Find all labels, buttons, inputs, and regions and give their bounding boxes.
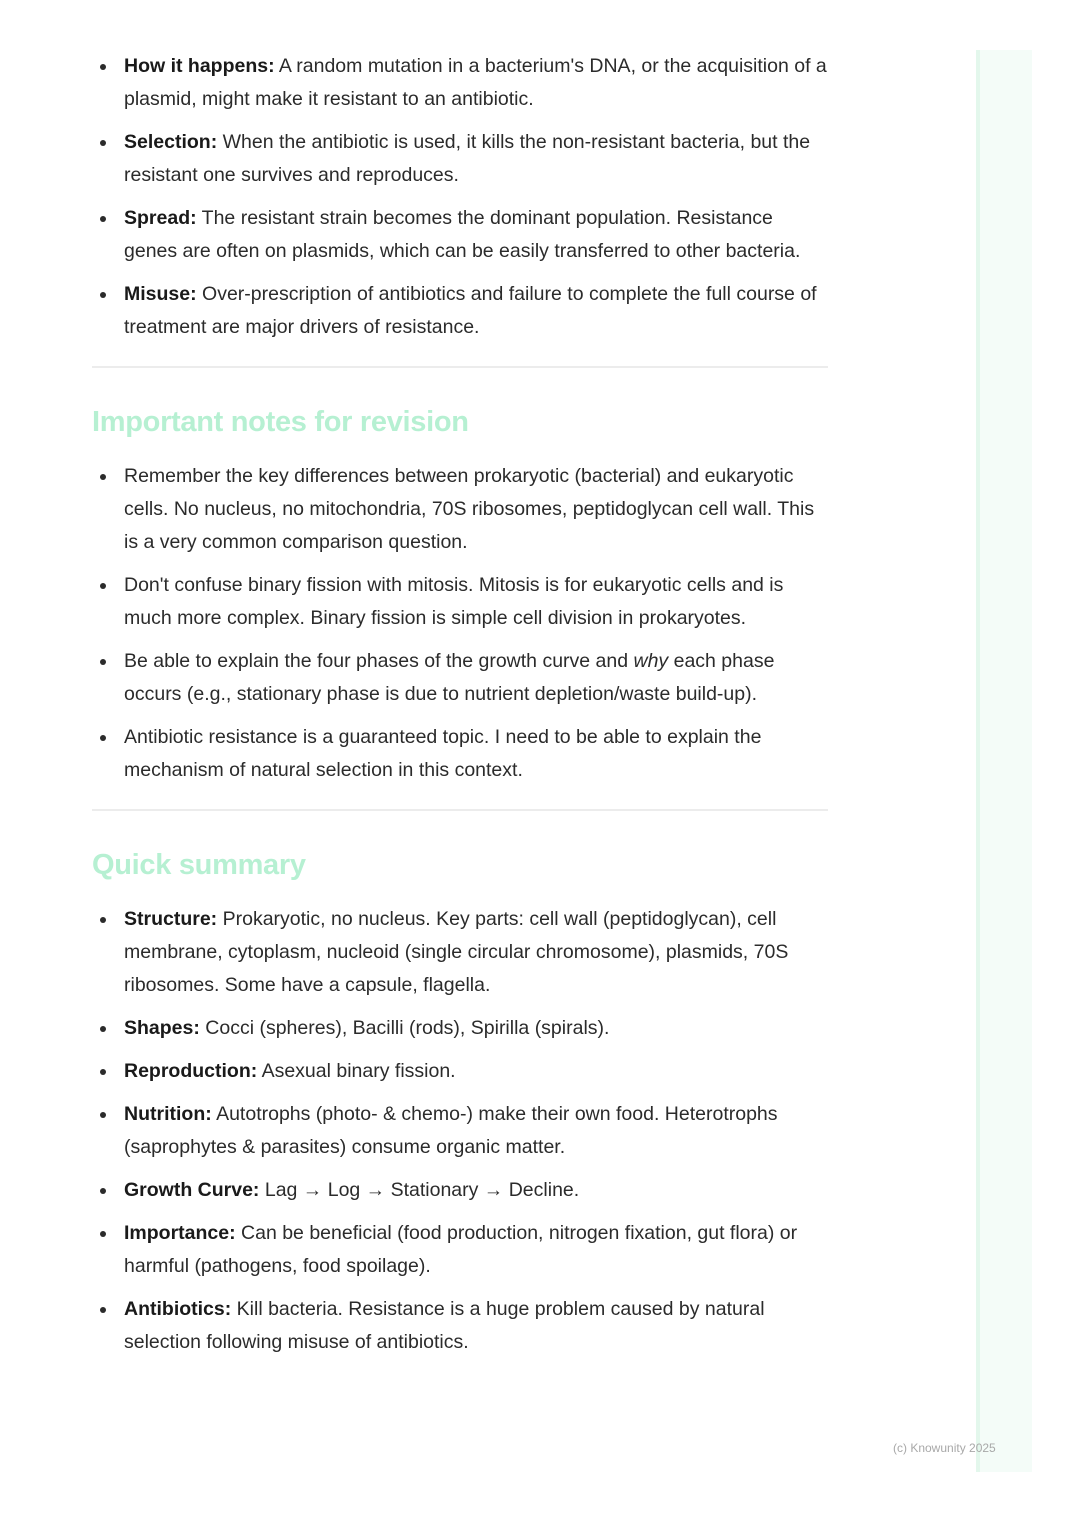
item-text: Asexual binary fission. [257, 1060, 456, 1082]
list-item [92, 278, 828, 344]
item-term: Shapes: [124, 1017, 200, 1039]
list-item [92, 721, 828, 787]
item-term: Importance: [124, 1222, 236, 1244]
section-divider [92, 809, 828, 811]
list-item [92, 126, 828, 192]
list-item [92, 1174, 828, 1207]
list-item [92, 50, 828, 116]
item-text: each phase occurs (e.g., stationary phase is due to nutrient depletion/waste build-up). [124, 650, 775, 705]
item-text: Autotrophs (photo- & chemo-) make their own food. Heterotrophs (saprophytes & parasites) consume organic matter. [124, 1103, 778, 1158]
item-term: Growth Curve: [124, 1179, 260, 1201]
list-item [92, 903, 828, 1002]
item-text: Over-prescription of antibiotics and failure to complete the full course of treatment are major drivers of resistance. [124, 283, 817, 338]
summary-list [92, 903, 828, 1359]
item-text: Be able to explain the four phases of the growth curve and [124, 650, 634, 672]
item-text: Prokaryotic, no nucleus. Key parts: cell wall (peptidoglycan), cell membrane, cytoplasm, nucleoid (single circular chromosome), plasmids, 70S ribosomes. Some have a capsule, flagella. [124, 908, 789, 996]
item-term: Spread: [124, 207, 197, 229]
section-divider [92, 366, 828, 368]
item-text: Antibiotic resistance is a guaranteed topic. I need to be able to explain the mechanism of natural selection in this context. [124, 726, 762, 781]
list-item [92, 1217, 828, 1283]
document-content [92, 50, 828, 1369]
list-item [92, 460, 828, 559]
item-emphasis: why [633, 650, 669, 672]
revision-list [92, 460, 828, 787]
item-text: Can be beneficial (food production, nitrogen fixation, gut flora) or harmful (pathogens, food spoilage). [124, 1222, 798, 1277]
copyright-notice: (c) Knowunity 2025 [893, 1441, 996, 1455]
list-item [92, 1012, 828, 1045]
item-term: Reproduction: [124, 1060, 258, 1082]
item-term: Selection: [124, 131, 218, 153]
item-text: When the antibiotic is used, it kills the non-resistant bacteria, but the resistant one survives and reproduces. [124, 131, 811, 186]
item-term: Nutrition: [124, 1103, 212, 1125]
item-text: Kill bacteria. Resistance is a huge problem caused by natural selection following misuse of antibiotics. [124, 1298, 765, 1353]
item-text: The resistant strain becomes the dominant population. Resistance genes are often on plasmids, which can be easily transferred to other bacteria. [124, 207, 801, 262]
item-text: Cocci (spheres), Bacilli (rods), Spirilla (spirals). [199, 1017, 610, 1039]
item-term: Antibiotics: [124, 1298, 232, 1320]
list-item [92, 1293, 828, 1359]
list-item [92, 1098, 828, 1164]
item-term: How it happens: [124, 55, 275, 77]
list-item [92, 645, 828, 711]
item-term: Misuse: [124, 283, 197, 305]
summary-heading: Quick summary [92, 849, 306, 881]
resistance-list [92, 50, 828, 344]
item-text: A random mutation in a bacterium's DNA, or the acquisition of a plasmid, might make it resistant to an antibiotic. [124, 55, 827, 110]
item-term: Structure: [124, 908, 218, 930]
item-text: Remember the key differences between prokaryotic (bacterial) and eukaryotic cells. No nucleus, no mitochondria, 70S ribosomes, peptidoglycan cell wall. This is a very common comparison question. [124, 465, 815, 553]
side-panel [976, 50, 1032, 1472]
item-text: Don't confuse binary fission with mitosis. Mitosis is for eukaryotic cells and is much more complex. Binary fission is simple cell division in prokaryotes. [124, 574, 784, 629]
revision-heading: Important notes for revision [92, 406, 469, 438]
item-text: Lag → Log → Stationary → Decline. [259, 1179, 580, 1201]
list-item [92, 1055, 828, 1088]
list-item [92, 202, 828, 268]
list-item [92, 569, 828, 635]
